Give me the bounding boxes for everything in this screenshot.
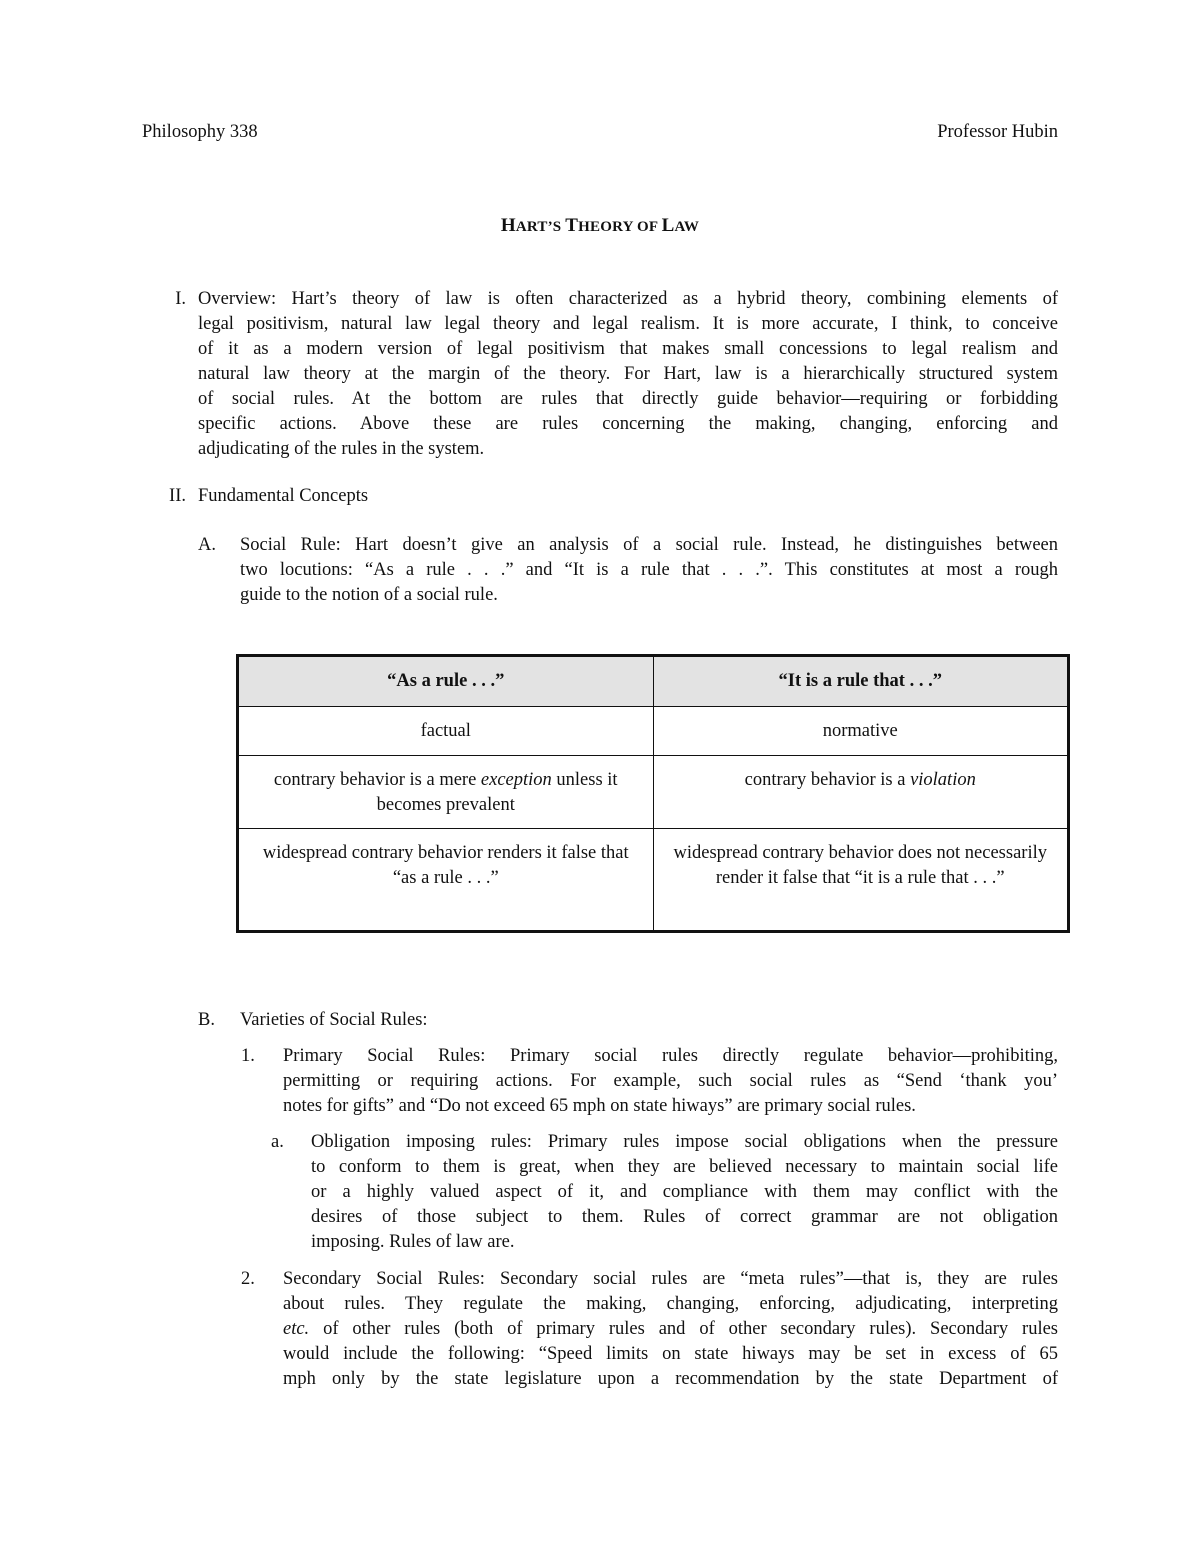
paragraph-line: guide to the notion of a social rule. xyxy=(240,585,498,605)
section-heading: Fundamental Concepts xyxy=(198,486,369,506)
section-secondary-rules xyxy=(241,1267,1058,1392)
paragraph-line: Secondary Social Rules: Secondary social rules are “meta rules”—that is, they are rules xyxy=(283,1269,1058,1289)
line-emphasis: etc. xyxy=(283,1319,310,1339)
course-name: Philosophy 338 xyxy=(142,122,258,142)
table-header-row xyxy=(238,656,1069,707)
paragraph-line: permitting or requiring actions. For example, such social rules as “Send ‘thank you’ xyxy=(283,1071,1058,1091)
section-social-rule xyxy=(198,533,1058,608)
paragraph-line: desires of those subject to them. Rules of correct grammar are not obligation xyxy=(311,1207,1058,1227)
paragraph-line: Social Rule: Hart doesn’t give an analysis of a social rule. Instead, he distinguishes between xyxy=(240,535,1058,555)
paragraph-line: notes for gifts” and “Do not exceed 65 mph on state hiways” are primary social rules. xyxy=(283,1096,916,1116)
cell-emphasis: exception xyxy=(480,770,552,790)
paragraph-line: of it as a modern version of legal positivism that makes small concessions to legal realism and xyxy=(198,339,1058,359)
paragraph-line: Overview: Hart’s theory of law is often characterized as a hybrid theory, combining elements of xyxy=(198,289,1058,309)
table-header-cell: “As a rule . . .” xyxy=(238,656,654,707)
title-part: HEORY OF xyxy=(578,219,662,235)
document-title xyxy=(0,213,1200,240)
social-rule-comparison-table xyxy=(236,654,1070,933)
paragraph-line xyxy=(283,1317,1058,1342)
paragraph-line: legal positivism, natural law legal theory and legal realism. It is more accurate, I think, to conceive xyxy=(198,314,1058,334)
title-part: H xyxy=(500,215,516,236)
paragraph-line: of social rules. At the bottom are rules that directly guide behavior—requiring or forbidding xyxy=(198,389,1058,409)
table-cell: normative xyxy=(653,707,1069,756)
section-number: B. xyxy=(198,1010,215,1030)
line-text: of other rules (both of primary rules and of other secondary rules). Secondary rules xyxy=(309,1319,1058,1339)
section-heading: Varieties of Social Rules: xyxy=(240,1010,428,1030)
section-number: II. xyxy=(169,486,186,506)
title-part: T xyxy=(565,215,579,236)
paragraph-line: adjudicating of the rules in the system. xyxy=(198,439,485,459)
paragraph-line: or a highly valued aspect of it, and compliance with them may conflict with the xyxy=(311,1182,1058,1202)
section-number: 2. xyxy=(241,1269,255,1289)
table-row xyxy=(238,707,1069,756)
table-cell: widespread contrary behavior renders it false that “as a rule . . .” xyxy=(238,829,654,932)
cell-emphasis: violation xyxy=(910,770,976,790)
table-header-cell: “It is a rule that . . .” xyxy=(653,656,1069,707)
paragraph-line: Obligation imposing rules: Primary rules impose social obligations when the pressure xyxy=(311,1132,1058,1152)
section-primary-rules xyxy=(241,1044,1058,1119)
section-number: A. xyxy=(198,535,216,555)
table-row xyxy=(238,756,1069,829)
section-number: I. xyxy=(175,289,186,309)
table-cell: factual xyxy=(238,707,654,756)
cell-text: unless it becomes prevalent xyxy=(376,770,618,815)
section-fundamental-concepts xyxy=(169,484,1058,509)
section-overview xyxy=(175,287,1058,462)
paragraph-line: mph only by the state legislature upon a recommendation by the state Department of xyxy=(283,1369,1058,1389)
paragraph-line: natural law theory at the margin of the theory. For Hart, law is a hierarchically structured system xyxy=(198,364,1058,384)
table-cell xyxy=(238,756,654,829)
professor-name: Professor Hubin xyxy=(937,122,1058,142)
paragraph-line: about rules. They regulate the making, changing, enforcing, adjudicating, interpreting xyxy=(283,1294,1058,1314)
paragraph-line: specific actions. Above these are rules concerning the making, changing, enforcing and xyxy=(198,414,1058,434)
title-part: L xyxy=(661,215,675,236)
paragraph-line: would include the following: “Speed limits on state hiways may be set in excess of 65 xyxy=(283,1344,1058,1364)
title-part: ART’S xyxy=(515,219,566,235)
section-obligation-rules xyxy=(271,1130,1058,1255)
title-part: AW xyxy=(674,219,700,235)
table-cell: widespread contrary behavior does not necessarily render it false that “it is a rule that . . .” xyxy=(653,829,1069,932)
section-varieties xyxy=(198,1008,1058,1033)
cell-text: contrary behavior is a mere xyxy=(273,770,481,790)
table-cell xyxy=(653,756,1069,829)
section-number: a. xyxy=(271,1132,284,1152)
page-header xyxy=(142,120,1058,145)
paragraph-line: to conform to them is great, when they are believed necessary to maintain social life xyxy=(311,1157,1058,1177)
paragraph-line: imposing. Rules of law are. xyxy=(311,1232,515,1252)
paragraph-line: Primary Social Rules: Primary social rules directly regulate behavior—prohibiting, xyxy=(283,1046,1058,1066)
cell-text: contrary behavior is a xyxy=(744,770,911,790)
paragraph-line: two locutions: “As a rule . . .” and “It is a rule that . . .”. This constitutes at most a rough xyxy=(240,560,1058,580)
table-row xyxy=(238,829,1069,932)
section-number: 1. xyxy=(241,1046,255,1066)
